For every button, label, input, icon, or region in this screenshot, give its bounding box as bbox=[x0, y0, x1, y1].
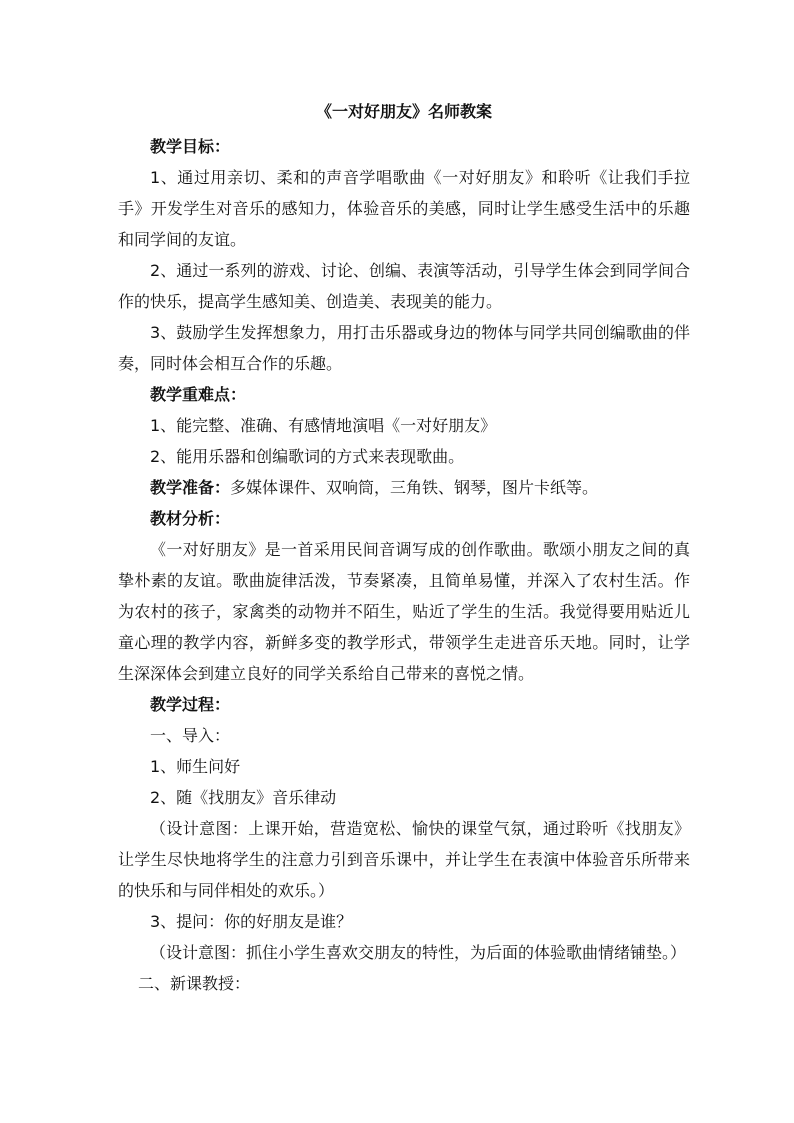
step-1-item-1: 1、师生问好 bbox=[150, 757, 241, 776]
goals-heading: 教学目标： bbox=[150, 137, 231, 156]
analysis-text: 《一对好朋友》是一首采用民间音调写成的创作歌曲。歌颂小朋友之间的真挚朴素的友谊。歌曲旋律活泼，节奏紧凑，且简单易懂，并深入了农村生活。作为农村的孩子，家禽类的动物并不陌生，贴近了学生的生活。我觉得要用贴近儿童心理的教学内容，新鲜多变的教学形式，带领学生走进音乐天地。同时，让学生深深体会到建立良好的同学关系给自己带来的喜悦之情。 bbox=[118, 540, 690, 683]
analysis-heading: 教材分析： bbox=[150, 509, 231, 528]
key-points-heading: 教学重难点： bbox=[150, 385, 247, 404]
step-1-heading: 一、导入： bbox=[150, 726, 231, 745]
step-2-heading: 二、新课教授： bbox=[138, 974, 251, 993]
document-content bbox=[118, 100, 690, 999]
step-1-item-3: 3、提问：你的好朋友是谁？ bbox=[150, 912, 353, 931]
design-note-2: （设计意图：抓住小学生喜欢交朋友的特性，为后面的体验歌曲情绪铺垫。） bbox=[150, 943, 687, 962]
goal-3: 3、鼓励学生发挥想象力，用打击乐器或身边的物体与同学共同创编歌曲的伴奏，同时体会相互合作的乐趣。 bbox=[118, 323, 690, 373]
key-point-2: 2、能用乐器和创编歌词的方式来表现歌曲。 bbox=[150, 447, 465, 466]
prep-text: 多媒体课件、双响筒，三角铁、钢琴，图片卡纸等。 bbox=[230, 478, 599, 497]
prep-heading: 教学准备： bbox=[150, 478, 231, 497]
step-1-item-2: 2、随《找朋友》音乐律动 bbox=[150, 788, 337, 807]
prep-paragraph bbox=[118, 472, 690, 503]
design-note-1: （设计意图：上课开始，营造宽松、愉快的课堂气氛，通过聆听《找朋友》让学生尽快地将学生的注意力引到音乐课中，并让学生在表演中体验音乐所带来的快乐和与同伴相处的欢乐。） bbox=[118, 819, 690, 900]
goal-1: 1、通过用亲切、柔和的声音学唱歌曲《一对好朋友》和聆听《让我们手拉手》开发学生对音乐的感知力，体验音乐的美感，同时让学生感受生活中的乐趣和同学间的友谊。 bbox=[118, 168, 690, 249]
goal-2: 2、通过一系列的游戏、讨论、创编、表演等活动，引导学生体会到同学间合作的快乐，提高学生感知美、创造美、表现美的能力。 bbox=[118, 261, 690, 311]
document-title: 《一对好朋友》名师教案 bbox=[315, 102, 492, 121]
key-point-1: 1、能完整、准确、有感情地演唱《一对好朋友》 bbox=[150, 416, 497, 435]
process-heading: 教学过程： bbox=[150, 695, 231, 714]
